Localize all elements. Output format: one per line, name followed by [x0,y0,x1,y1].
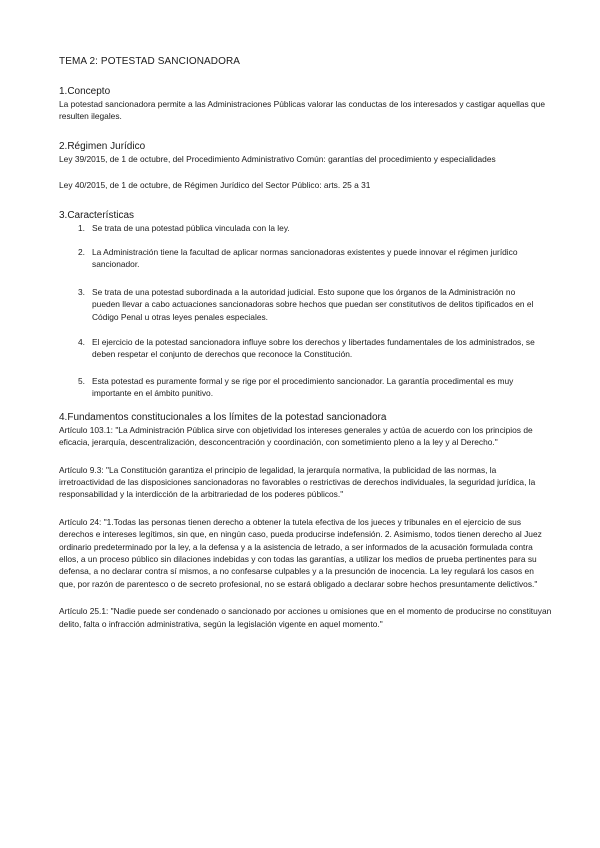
list-item-number: 5. [78,375,85,386]
section-fundamentos [59,411,552,630]
concepto-text: La potestad sancionadora permite a las Administraciones Públicas valorar las conductas de los interesados y castigar aquellas que resulten ilegales. [59,99,546,122]
list-item-text: El ejercicio de la potestad sancionadora influye sobre los derechos y libertades fundamentales de los administrados, se deben respetar el conjunto de derechos que reconoce la Constitución. [92,337,535,360]
regimen-law-39: Ley 39/2015, de 1 de octubre, del Procedimiento Administrativo Común: garantías del procedimiento y especialidades [59,153,496,164]
list-item-number: 3. [78,286,85,297]
section-concepto [59,85,552,123]
list-item [59,375,552,400]
article-103-1: Artículo 103.1: "La Administración Pública sirve con objetividad los intereses generales y actúa de acuerdo con los principios de eficacia, jerarquía, descentralización, desconcentración y coordinación, con sometimiento pleno a la ley y al Derecho." [59,424,533,448]
list-item-number: 1. [78,222,85,233]
caracteristicas-list [59,222,552,400]
article-9-3: Artículo 9.3: "La Constitución garantiza el principio de legalidad, la jerarquía normativa, la publicidad de las normas, la irretroactividad de las disposiciones sancionadoras no favorables o restrictivas de derechos individuales, la seguridad jurídica, la responsabilidad y la interdicción de la arbitrariedad de los poderes públicos." [59,464,536,500]
list-item-text: La Administración tiene la facultad de aplicar normas sancionadoras existentes y puede innovar el régimen jurídico sancionador. [92,247,518,270]
list-item-text: Esta potestad es puramente formal y se rige por el procedimiento sancionador. La garantía procedimental es muy importante en el ámbito punitivo. [92,375,514,399]
section-caracteristicas [59,209,552,400]
section-heading-caracteristicas: 3.Características [59,209,135,221]
list-item-text: Se trata de una potestad pública vinculada con la ley. [92,222,290,233]
list-item-number: 2. [78,247,85,258]
article-24: Artículo 24: "1.Todas las personas tienen derecho a obtener la tutela efectiva de los jueces y tribunales en el ejercicio de sus derechos e intereses legítimos, sin que, en ningún caso, pueda producirse indefensión. 2. Asimismo, todos tienen derecho al Juez ordinario predeterminado por la ley, a la defensa y a la asistencia de letrado, a ser informados de la acusación formulada contra ellos, a un proceso público sin dilaciones indebidas y con todas las garantías, a utilizar los medios de prueba pertinentes para su defensa, a no declarar contra sí mismos, a no confesarse culpables y a la presunción de inocencia. La ley regulará los casos en que, por razón de parentesco o de secreto profesional, no se estará obligado a declarar sobre hechos presuntamente delictivos." [59,516,542,589]
section-heading-fundamentos: 4.Fundamentos constitucionales a los límites de la potestad sancionadora [59,411,387,423]
document-title: TEMA 2: POTESTAD SANCIONADORA [59,56,241,67]
list-item [59,246,552,271]
list-item [59,222,552,234]
list-item-number: 4. [78,337,85,348]
article-25-1: Artículo 25.1: "Nadie puede ser condenado o sancionado por acciones u omisiones que en el momento de producirse no constituyan delito, falta o infracción administrativa, según la legislación vigente en aquel momento." [59,606,552,629]
section-heading-concepto: 1.Concepto [59,86,111,97]
list-item-text: Se trata de una potestad subordinada a la autoridad judicial. Esto supone que los órganos de la Administración no pueden llevar a cabo actuaciones sancionadoras sobre hechos que puedan ser constitutivos de delitos tipificados en el Código Penal u otras leyes penales especiales. [92,286,534,322]
section-regimen [59,140,552,192]
list-item [59,336,552,361]
list-item [59,286,552,323]
regimen-law-40: Ley 40/2015, de 1 de octubre, de Régimen Jurídico del Sector Público: arts. 25 a 31 [59,180,371,191]
section-heading-regimen: 2.Régimen Jurídico [59,140,146,152]
